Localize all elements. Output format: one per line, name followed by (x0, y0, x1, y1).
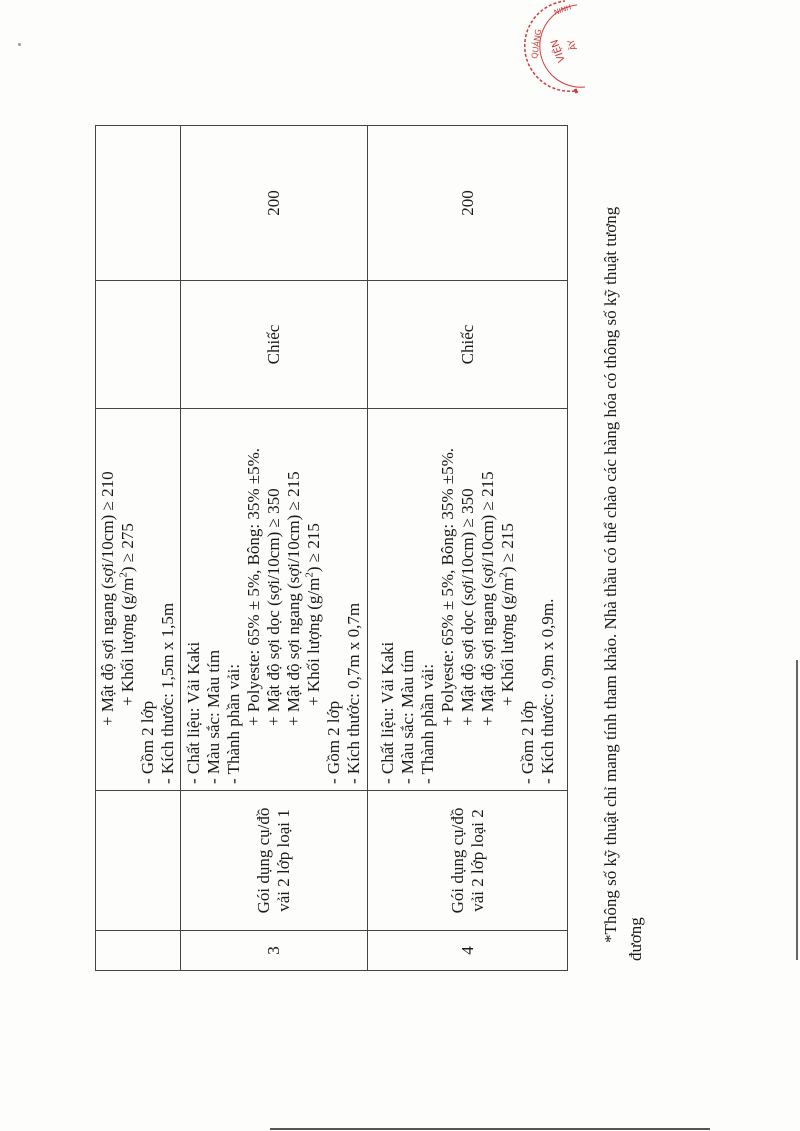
scan-speck (18, 43, 21, 46)
desc-line: + Khối lượng $(g/m^2) \ge 215$ (496, 523, 517, 706)
desc-line: + Mật độ sợi dọc (sợi/10cm) ≥ 350 (457, 488, 477, 726)
name-cell (96, 791, 181, 931)
desc-line: - Gồm 2 lớp (517, 700, 537, 784)
desc-line: - Kích thước: 1,5m x 1,5m (158, 602, 177, 784)
description-cell (181, 409, 368, 791)
stamp-text: ÂY (566, 37, 580, 52)
desc-line: - Chất liệu: Vải Kaki (377, 641, 397, 784)
table-row-continuation (96, 126, 181, 971)
qty-cell: 200 (181, 126, 368, 281)
desc-line: - Màu sắc: Màu tím (204, 649, 223, 784)
desc-line: + Mật độ sợi ngang (sợi/10cm) ≥ 215 (284, 471, 303, 726)
unit-cell (96, 281, 181, 409)
name-line: vải 2 lớp loại 2 (467, 809, 487, 912)
stamp-text: NINH (552, 3, 573, 17)
desc-line: + Khối lượng $(g/m^2) \ge 215$ (303, 523, 323, 706)
desc-line: - Gồm 2 lớp (324, 700, 343, 784)
footnote (598, 141, 648, 961)
name-line: vải 2 lớp loại 1 (274, 809, 293, 912)
name-cell (368, 791, 568, 931)
scan-edge (796, 660, 798, 960)
spec-table (95, 125, 568, 971)
stamp-text: VIỆN (549, 37, 568, 64)
desc-line: + Khối lượng $(g/m^2) \ge 275$ (117, 523, 137, 706)
official-stamp (515, 0, 625, 101)
name-line: Gói dụng cụ/đồ (254, 807, 273, 914)
desc-line: - Kích thước: 0,9m x 0,9m. (537, 598, 557, 784)
desc-line: + Polyeste: 65% ± 5%, Bông: 35% ±5%. (244, 447, 263, 726)
unit-cell: Chiếc (368, 281, 568, 409)
table-row (368, 126, 568, 971)
desc-line: - Gồm 2 lớp (138, 700, 157, 784)
desc-line: - Thành phần vải: (224, 663, 243, 784)
stt-cell: 3 (181, 931, 368, 971)
stamp-mark (575, 89, 577, 93)
stt-cell (96, 931, 181, 971)
unit-cell: Chiếc (181, 281, 368, 409)
desc-line: - Chất liệu: Vải Kaki (184, 641, 203, 784)
desc-line: - Kích thước: 0,7m x 0,7m (344, 602, 363, 784)
table-row (181, 126, 368, 971)
desc-line: - Màu sắc: Màu tím (397, 649, 417, 784)
desc-line: + Mật độ sợi ngang (sợi/10cm) ≥ 215 (477, 471, 497, 726)
qty-cell: 200 (368, 126, 568, 281)
qty-cell (96, 126, 181, 281)
description-cell (96, 409, 181, 791)
desc-line: - Thành phần vải: (417, 663, 437, 784)
footnote-line: *Thông số kỹ thuật chỉ mang tính tham khảo. Nhà thầu có thể chào các hàng hóa có thông số kỹ thuật tương (601, 206, 620, 943)
stt-cell: 4 (368, 931, 568, 971)
description-cell (368, 409, 568, 791)
desc-line: + Mật độ sợi dọc (sợi/10cm) ≥ 350 (264, 488, 283, 726)
name-cell (181, 791, 368, 931)
desc-line: + Polyeste: 65% ± 5%, Bông: 35% ±5%. (437, 447, 457, 726)
footnote-line: đương (626, 917, 645, 961)
scan-edge-bottom (270, 1128, 710, 1130)
desc-line: + Mật độ sợi ngang (sợi/10cm) ≥ 210 (98, 471, 117, 726)
stamp-text: QUẢNG (530, 28, 544, 60)
name-line: Gói dụng cụ/đồ (447, 807, 467, 914)
